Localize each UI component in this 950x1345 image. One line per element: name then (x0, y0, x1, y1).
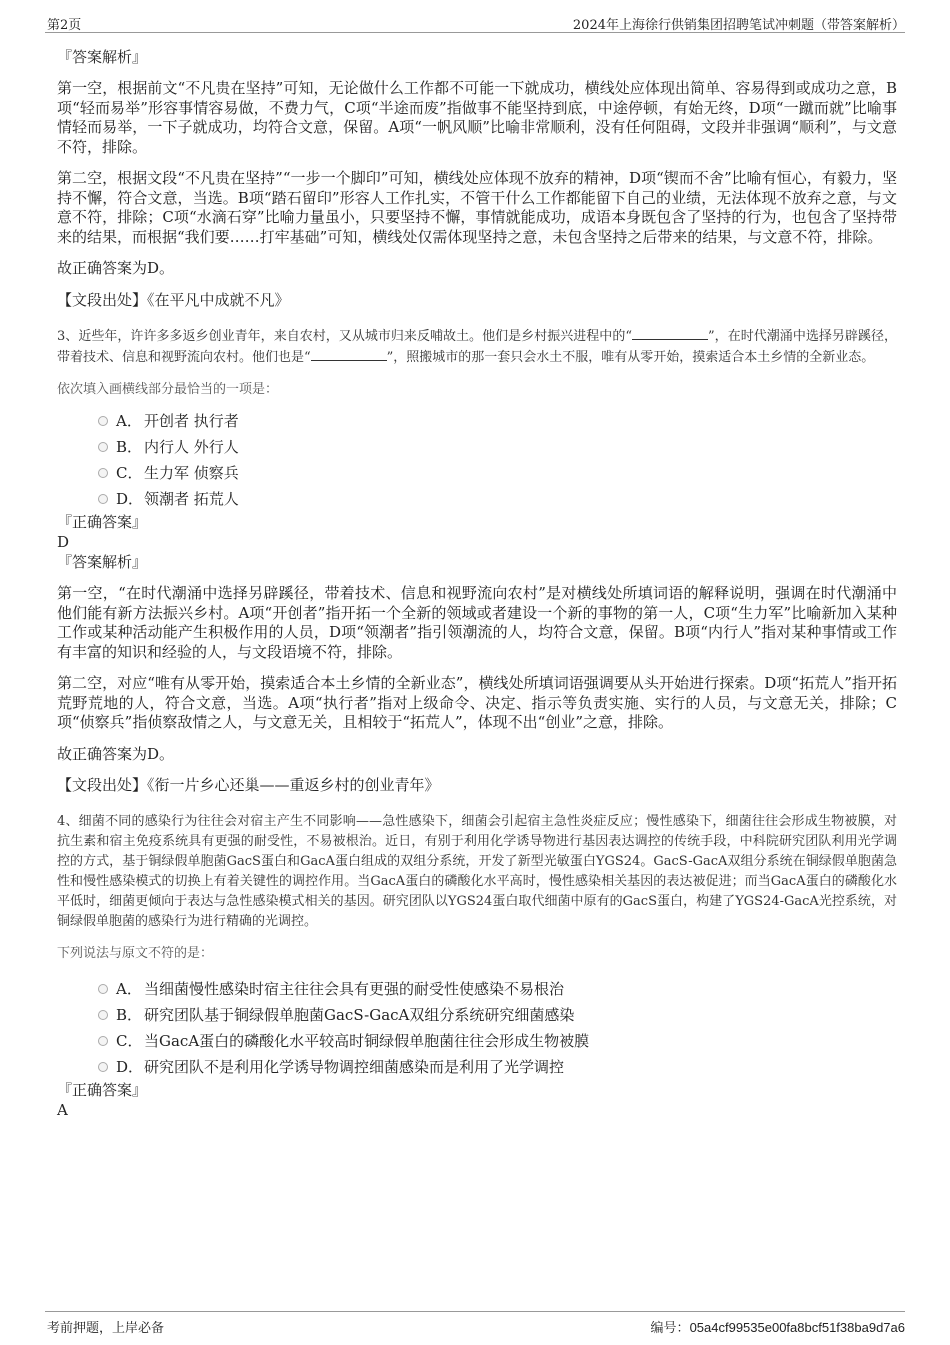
correct-answer-label: 『正确答案』 (57, 1080, 148, 1099)
question-3 (57, 326, 897, 796)
source-citation: 【文段出处】《在平凡中成就不凡》 (57, 290, 290, 309)
fill-blank-2 (311, 347, 387, 361)
stem-part: 3、近些年，许许多多返乡创业青年，来自农村，又从城市归来反哺故土。他们是乡村振兴进程中的“ (57, 329, 632, 344)
option-a[interactable] (57, 408, 897, 434)
option-d[interactable] (57, 1054, 897, 1080)
option-text: 领潮者 拓荒人 (144, 490, 239, 508)
option-a[interactable] (57, 976, 897, 1002)
radio-icon[interactable] (98, 494, 108, 504)
correct-answer-label: 『正确答案』 (57, 513, 148, 531)
correct-answer: D (57, 533, 70, 551)
option-text: 当细菌慢性感染时宿主往往会具有更强的耐受性使感染不易根治 (144, 979, 565, 998)
analysis-label: 『答案解析』 (57, 48, 148, 66)
radio-icon[interactable] (98, 1062, 108, 1072)
footer-divider (45, 1311, 905, 1312)
option-text: 开创者 执行者 (144, 412, 239, 430)
code-label: 编号： (650, 1321, 690, 1336)
option-letter: C． (116, 464, 143, 482)
option-letter: A． (116, 412, 142, 430)
fill-blank-1 (632, 326, 708, 340)
option-c[interactable] (57, 1028, 897, 1054)
option-text: 内行人 外行人 (144, 438, 239, 456)
option-text: 生力军 侦察兵 (144, 464, 239, 482)
document-title: 2024年上海徐行供销集团招聘笔试冲刺题（带答案解析） (572, 18, 905, 33)
option-list (57, 408, 897, 512)
question-instruction: 下列说法与原文不符的是： (57, 945, 214, 961)
option-letter: A． (116, 979, 142, 998)
option-d[interactable] (57, 486, 897, 512)
source-citation: 【文段出处】《衔一片乡心还巢——重返乡村的创业青年》 (57, 776, 440, 794)
analysis-paragraph: 第一空，根据前文“不凡贵在坚持”可知，无论做什么工作都不可能一下就成功，横线处应体现出简单、容易得到或成功之意，B项“轻而易举”形容事情容易做，不费力气，C项“半途而废”指做事不能坚持到底，中途停顿，有始无终，D项“一蹴而就”比喻事情轻而易举，一下子就成功，均符合文意，保留。A项“一帆风顺”比喻非常顺利，没有任何阻碍，文段并非强调“顺利”，与文意不符，排除。 (57, 79, 897, 156)
question-instruction: 依次填入画横线部分最恰当的一项是： (57, 382, 279, 397)
radio-icon[interactable] (98, 442, 108, 452)
option-letter: D． (116, 490, 144, 508)
page-header (0, 0, 950, 33)
option-list (57, 976, 897, 1080)
document-code (651, 1317, 905, 1336)
option-letter: C． (116, 1031, 143, 1050)
analysis-paragraph: 第二空，对应“唯有从零开始，摸索适合本土乡情的全新业态”，横线处所填词语强调要从头开始进行探索。D项“拓荒人”指开拓荒野荒地的人，符合文意，当选。A项“执行者”指对上级命令、决定、指示等负责实施、实行的人员，与文意无关，排除；C项“侦察兵”指侦察敌情之人，与文意无关，且相较于“拓荒人”，体现不出“创业”之意，排除。 (57, 674, 897, 731)
correct-answer: A (57, 1100, 68, 1119)
header-divider (45, 32, 905, 33)
stem-part: ”，在时代潮涌中选择另辟蹊径，带着技术、信息和视野流向农村。他们也是“ (57, 329, 897, 365)
radio-icon[interactable] (98, 1036, 108, 1046)
option-text: 当GacA蛋白的磷酸化水平较高时铜绿假单胞菌往往会形成生物被膜 (144, 1031, 590, 1050)
analysis-label: 『答案解析』 (57, 553, 148, 571)
conclusion-text: 故正确答案为D。 (57, 744, 175, 763)
page-content (57, 47, 897, 1120)
option-c[interactable] (57, 460, 897, 486)
question-4 (57, 812, 897, 1120)
question-2-analysis (57, 47, 897, 310)
option-letter: D． (116, 1057, 144, 1076)
analysis-paragraph: 第一空，“在时代潮涌中选择另辟蹊径，带着技术、信息和视野流向农村”是对横线处所填词语的解释说明，强调在时代潮涌中他们能有新方法振兴乡村。A项“开创者”指开拓一个全新的领域或者建设一个新的事物的第一人，C项“生力军”比喻新加入某种工作或某种活动能产生积极作用的人员，D项“领潮者”指引领潮流的人，均符合文意，保留。B项“内行人”指对某种事情或工作有丰富的知识和经验的人，与文段语境不符，排除。 (57, 584, 897, 661)
question-stem (57, 326, 897, 368)
radio-icon[interactable] (98, 984, 108, 994)
stem-part: ”，照搬城市的那一套只会水土不服，唯有从零开始，摸索适合本土乡情的全新业态。 (386, 350, 875, 365)
code-value: 05a4cf99535e00fa8bcf51f38ba9d7a6 (689, 1320, 905, 1335)
question-stem: 4、细菌不同的感染行为往往会对宿主产生不同影响——急性感染下，细菌会引起宿主急性炎症反应；慢性感染下，细菌往往会形成生物被膜，对抗生素和宿主免疫系统具有更强的耐受性，不易被根治。近日，有别于利用化学诱导物进行基因表达调控的传统手段，中科院研究团队利用光学调控的方式，基于铜绿假单胞菌GacS蛋白和GacA蛋白组成的双组分系统，开发了新型光敏蛋白YGS24。GacS-GacA双组分系统在铜绿假单胞菌急性和慢性感染模式的切换上有着关键性的调控作用。当GacA蛋白的磷酸化水平高时，慢性感染相关基因的表达被促进；而当GacA蛋白的磷酸化水平低时，细菌更倾向于表达与急性感染模式相关的基因。研究团队以YGS24蛋白取代细菌中原有的GacS蛋白，构建了YGS24-GacA光控系统，对铜绿假单胞菌的感染行为进行精确的光调控。 (57, 813, 897, 929)
radio-icon[interactable] (98, 416, 108, 426)
conclusion-text: 故正确答案为D。 (57, 259, 175, 277)
footer-slogan: 考前押题，上岸必备 (47, 1321, 165, 1336)
option-text: 研究团队不是利用化学诱导物调控细菌感染而是利用了光学调控 (144, 1057, 565, 1076)
option-text: 研究团队基于铜绿假单胞菌GacS-GacA双组分系统研究细菌感染 (144, 1005, 575, 1024)
page-footer (0, 1308, 950, 1345)
option-b[interactable] (57, 1002, 897, 1028)
option-letter: B． (116, 1005, 143, 1024)
radio-icon[interactable] (98, 1010, 108, 1020)
radio-icon[interactable] (98, 468, 108, 478)
analysis-paragraph: 第二空，根据文段“不凡贵在坚持”“一步一个脚印”可知，横线处应体现不放弃的精神，D项“锲而不舍”比喻有恒心，有毅力，坚持不懈，符合文意，当选。B项“踏石留印”形容人工作扎实，不管干什么工作都能留下自己的业绩，无法体现不放弃之意，与文意不符，排除；C项“水滴石穿”比喻力量虽小，只要坚持不懈，事情就能成功，成语本身既包含了坚持的行为，也包含了坚持带来的结果，而根据“我们要……打牢基础”可知，横线处仅需体现坚持之意，未包含坚持之后带来的结果，与文意不符，排除。 (57, 169, 897, 246)
option-letter: B． (116, 438, 143, 456)
page-number: 第2页 (47, 18, 82, 33)
option-b[interactable] (57, 434, 897, 460)
